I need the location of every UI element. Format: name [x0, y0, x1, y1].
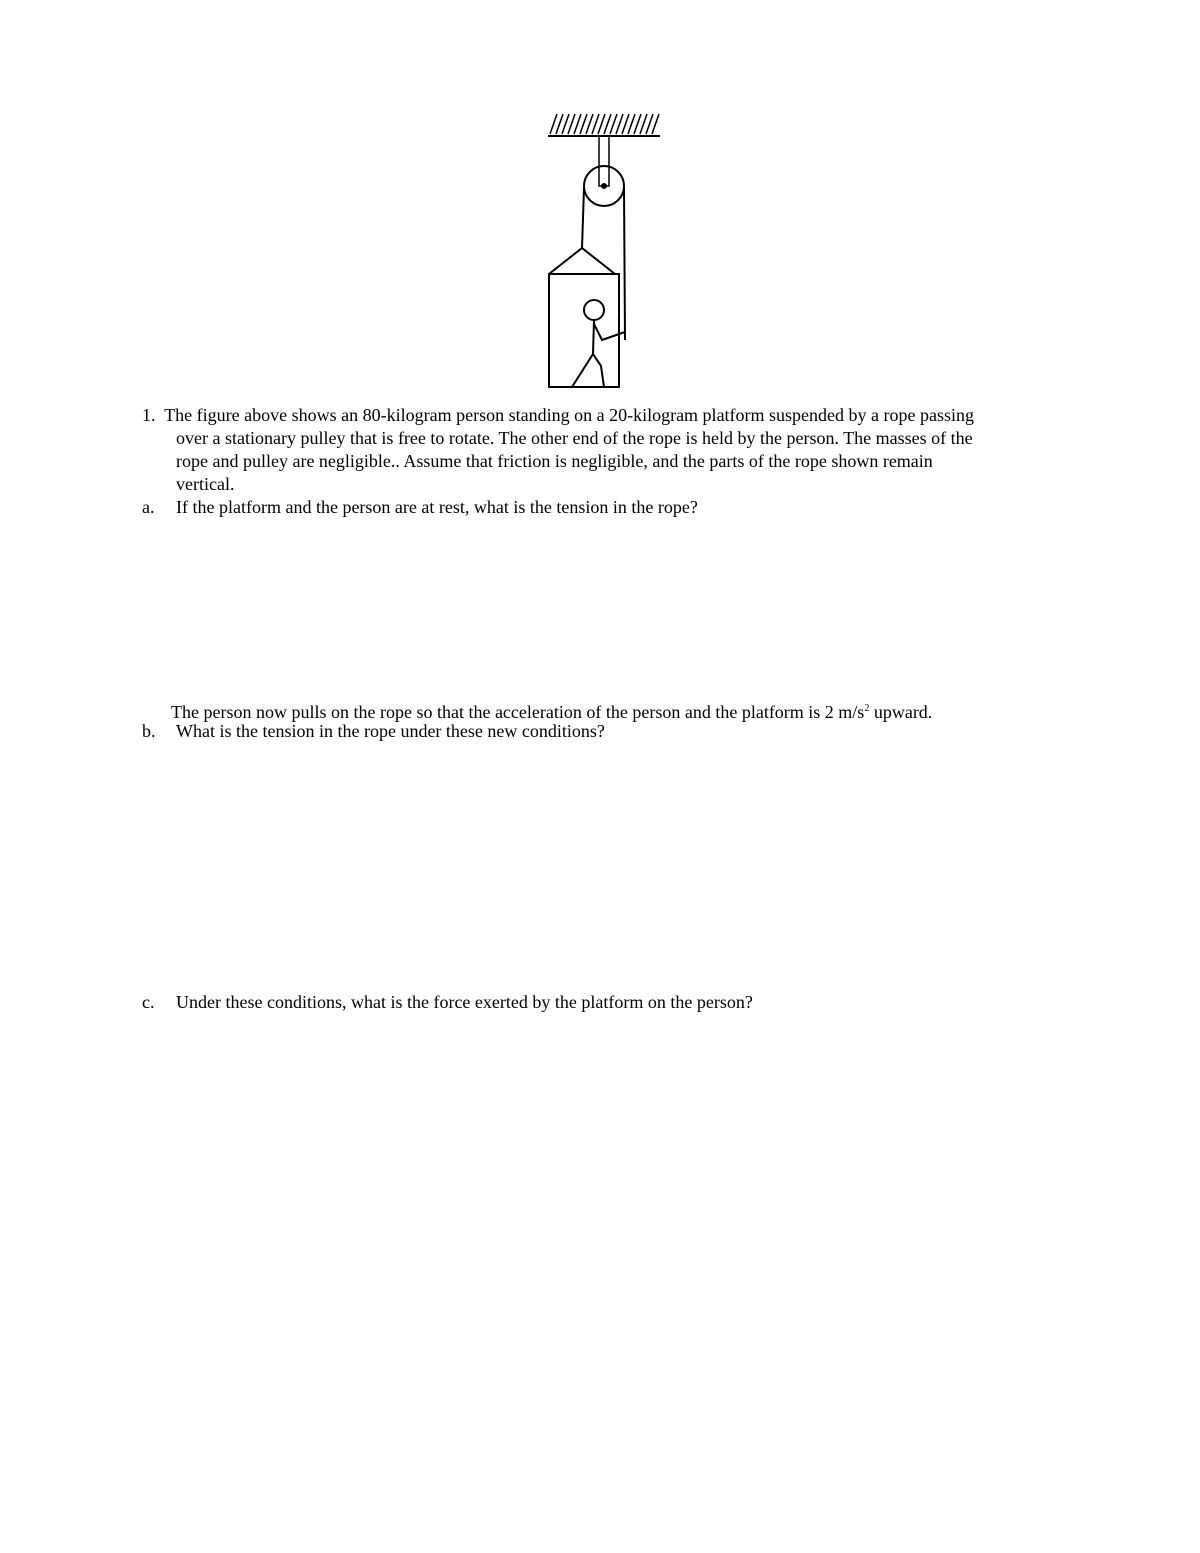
intro-line-1: 1. The figure above shows an 80-kilogram person standing on a 20-kilogram platform suspended by a rope passing [142, 405, 975, 425]
harness-left [549, 248, 582, 274]
question-b [142, 720, 605, 743]
question-c-text: Under these conditions, what is the force exerted by the platform on the person? [176, 992, 753, 1012]
question-c-letter: c. [142, 992, 155, 1012]
person-arm [594, 324, 625, 340]
question-b-letter: b. [142, 721, 156, 741]
question-a-text: If the platform and the person are at rest, what is the tension in the rope? [176, 497, 698, 517]
harness-right [582, 248, 615, 274]
person-leg-right [593, 354, 604, 387]
problem-number: 1. [142, 405, 156, 425]
person-leg-left [572, 354, 593, 387]
platform-cage [549, 274, 619, 387]
pulley-axle [602, 184, 606, 188]
intro-line-2: over a stationary pulley that is free to rotate. The other end of the rope is held by the person. The masses of the [176, 428, 973, 448]
question-c [142, 991, 753, 1014]
intro-line-4: vertical. [176, 474, 235, 494]
rope-right [624, 188, 625, 340]
superscript-two: 2 [864, 703, 870, 714]
question-a-letter: a. [142, 497, 155, 517]
new-conditions-statement: The person now pulls on the rope so that the acceleration of the person and the platform is 2 $m/s^2$ upward. [171, 702, 933, 722]
question-b-text: What is the tension in the rope under these new conditions? [176, 721, 605, 741]
question-a [142, 496, 698, 519]
ceiling-hatching [550, 114, 659, 134]
intro-line-3: rope and pulley are negligible.. Assume that friction is negligible, and the parts of the rope shown remain [176, 451, 933, 471]
problem-intro [142, 404, 1072, 496]
rope-left [582, 188, 584, 248]
person-head [584, 300, 604, 320]
pulley-bracket [599, 136, 609, 186]
pulley-platform-figure [530, 108, 670, 393]
